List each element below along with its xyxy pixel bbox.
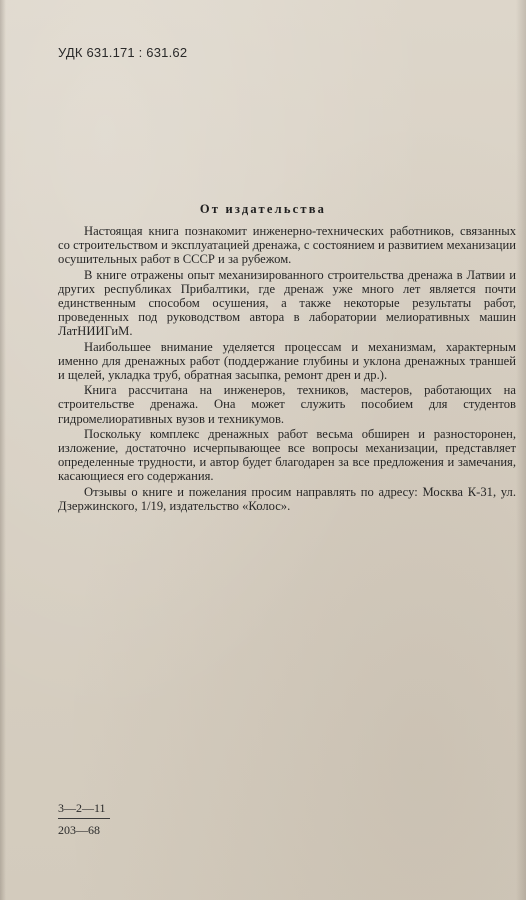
paragraph-experience: В книге отражены опыт механизированного строительства дренажа в Латвии и других республиках Прибалтики, где дренаж уже много лет является почти единственным способом осушения, а также некоторые результаты работ, проведенных под руководством автора в лаборатории мелиоративных машин ЛатНИИГиМ.	[58, 267, 516, 339]
section-heading: От издательства	[199, 202, 327, 216]
paragraph-audience: Книга рассчитана на инженеров, техников, мастеров, работающих на строительстве дренажа. Она может служить пособием для студентов гидромелиоративных вузов и техникумов.	[58, 383, 516, 426]
publisher-code-top: 3—2—11	[58, 800, 110, 819]
publisher-code-bottom: 203—68	[58, 823, 100, 837]
publisher-code	[58, 800, 110, 838]
paragraph-feedback: Отзывы о книге и пожелания просим направлять по адресу: Москва К-31, ул. Дзержинского, 1/19, издательство «Колос».	[58, 484, 516, 513]
paragraph-scope: Поскольку комплекс дренажных работ весьма обширен и разносторонен, изложение, достаточно исчерпывающее все вопросы механизации, представляет определенные трудности, и автор будет благодарен за все предложения и замечания, касающиеся его содержания.	[58, 426, 516, 484]
foreword-text	[58, 224, 516, 514]
paragraph-focus: Наибольшее внимание уделяется процессам и механизмам, характерным именно для дренажных работ (поддержание глубины и уклона дренажных траншей и щелей, укладка труб, обратная засыпка, ремонт дрен и др.).	[58, 339, 516, 383]
paragraph-intro: Настоящая книга познакомит инженерно-технических работников, связанных со строительством и эксплуатацией дренажа, с состоянием и развитием механизации осушительных работ в СССР и за рубежом.	[58, 224, 516, 267]
udk-code: УДК 631.171 : 631.62	[58, 45, 188, 60]
